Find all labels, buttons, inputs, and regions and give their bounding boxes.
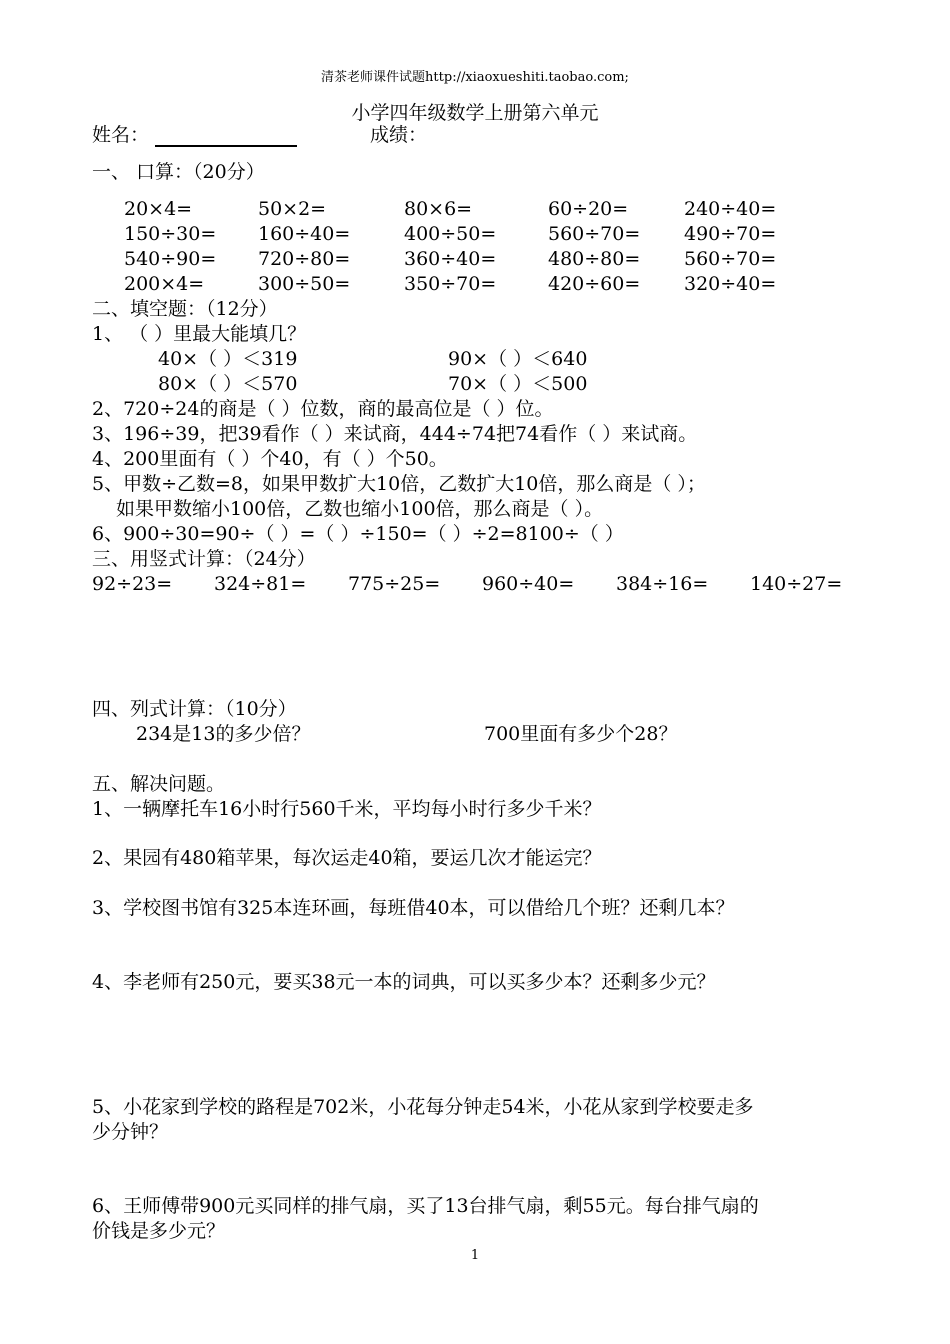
fill-question-6: 6、900÷30=90÷（ ）=（ ）÷150=（ ）÷2=8100÷（ ） (92, 523, 624, 545)
vertical-calc-item: 775÷25= (348, 573, 441, 595)
name-field (92, 123, 297, 147)
oral-item: 200×4= (124, 273, 205, 295)
oral-item: 80×6= (404, 198, 473, 220)
oral-item: 160÷40= (258, 223, 351, 245)
fill-question-5: 5、甲数÷乙数=8，如果甲数扩大10倍，乙数扩大10倍，那么商是（ ）； (92, 473, 706, 495)
oral-item: 560÷70= (684, 248, 777, 270)
vertical-calc-item: 960÷40= (482, 573, 575, 595)
section4-heading: 四、列式计算：（10分） (92, 698, 297, 720)
word-problem-3: 3、学校图书馆有325本连环画，每班借40本，可以借给几个班？还剩几本？ (92, 897, 735, 919)
section5-heading: 五、解决问题。 (92, 773, 226, 795)
oral-item: 320÷40= (684, 273, 777, 295)
oral-item: 50×2= (258, 198, 327, 220)
oral-item: 300÷50= (258, 273, 351, 295)
oral-item: 360÷40= (404, 248, 497, 270)
word-problem-1: 1、一辆摩托车16小时行560千米，平均每小时行多少千米？ (92, 798, 602, 820)
oral-item: 150÷30= (124, 223, 217, 245)
word-problem-4: 4、李老师有250元，要买38元一本的词典，可以买多少本？还剩多少元？ (92, 971, 716, 993)
page-number: 1 (470, 1248, 480, 1263)
oral-item: 350÷70= (404, 273, 497, 295)
fill-question-3: 3、196÷39，把39看作（ ）来试商，444÷74把74看作（ ）来试商。 (92, 423, 698, 445)
oral-item: 60÷20= (548, 198, 629, 220)
fill-question-1: 1、 （ ）里最大能填几？ (92, 323, 307, 345)
fill-item: 80×（ ）＜570 (158, 373, 298, 395)
fill-question-4: 4、200里面有（ ）个40，有（ ）个50。 (92, 448, 448, 470)
fill-item: 40×（ ）＜319 (158, 348, 298, 370)
oral-item: 240÷40= (684, 198, 777, 220)
oral-item: 480÷80= (548, 248, 641, 270)
fill-item: 70×（ ）＜500 (448, 373, 588, 395)
word-problem-5: 5、小花家到学校的路程是702米，小花每分钟走54米，小花从家到学校要走多 (92, 1096, 754, 1118)
section3-heading: 三、用竖式计算：（24分） (92, 548, 316, 570)
fill-question-5-cont: 如果甲数缩小100倍，乙数也缩小100倍，那么商是（ ）。 (116, 498, 604, 520)
page-header: 清茶老师课件试题http://xiaoxueshiti.taobao.com; (321, 70, 629, 85)
score-label: 成绩： (370, 124, 428, 146)
vertical-calc-item: 140÷27= (750, 573, 843, 595)
vertical-calc-item: 324÷81= (214, 573, 307, 595)
vertical-calc-item: 384÷16= (616, 573, 709, 595)
word-problem-5-cont: 少分钟？ (92, 1121, 169, 1143)
oral-item: 400÷50= (404, 223, 497, 245)
section2-heading: 二、填空题：（12分） (92, 298, 278, 320)
name-label: 姓名： (92, 124, 150, 146)
oral-item: 540÷90= (124, 248, 217, 270)
word-problem-6: 6、王师傅带900元买同样的排气扇，买了13台排气扇，剩55元。每台排气扇的 (92, 1195, 759, 1217)
fill-item: 90×（ ）＜640 (448, 348, 588, 370)
worksheet-title: 小学四年级数学上册第六单元 (351, 102, 599, 124)
oral-item: 720÷80= (258, 248, 351, 270)
section1-heading: 一、 口算：（20分） (92, 161, 265, 183)
name-blank-line (155, 125, 297, 147)
vertical-calc-item: 92÷23= (92, 573, 173, 595)
expression-item: 700里面有多少个28？ (484, 723, 678, 745)
fill-question-2: 2、720÷24的商是（ ）位数，商的最高位是（ ）位。 (92, 398, 554, 420)
word-problem-2: 2、果园有480箱苹果，每次运走40箱，要运几次才能运完？ (92, 847, 602, 869)
oral-item: 490÷70= (684, 223, 777, 245)
oral-item: 20×4= (124, 198, 193, 220)
oral-item: 420÷60= (548, 273, 641, 295)
expression-item: 234是13的多少倍？ (136, 723, 311, 745)
word-problem-6-cont: 价钱是多少元？ (92, 1220, 226, 1242)
oral-item: 560÷70= (548, 223, 641, 245)
